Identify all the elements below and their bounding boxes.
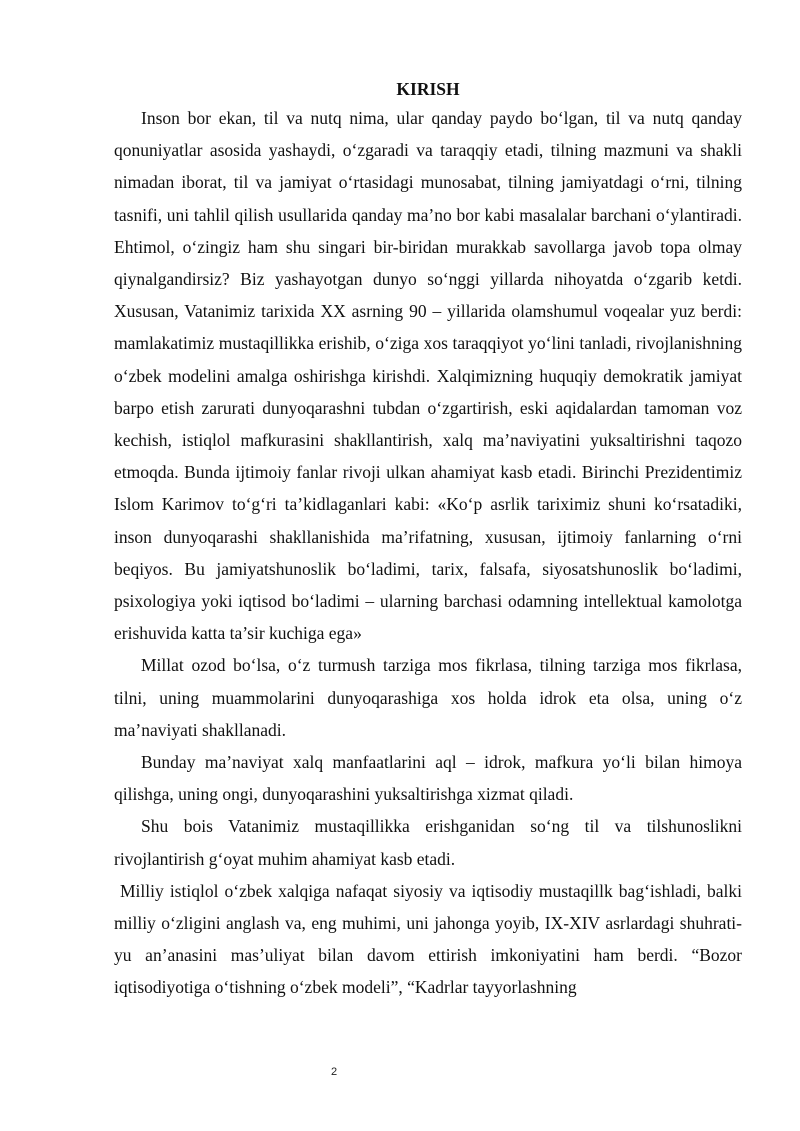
page-title: KIRISH bbox=[396, 79, 460, 99]
paragraph-2: Millat ozod bo‘lsa, o‘z turmush tarziga mos fikrlasa, tilning tarziga mos fikrlasa, tilni, uning muammolarini dunyoqarashiga xos holda idrok eta olsa, uning o‘z ma’naviyati shakllanadi. bbox=[114, 655, 742, 740]
paragraph-5: Milliy istiqlol o‘zbek xalqiga nafaqat siyosiy va iqtisodiy mustaqillk bag‘ishladi, balki milliy o‘zligini anglash va, eng muhimi, uni jahonga yoyib, IX-XIV asrlardagi shuhrati-yu an’anasini mas’uliyat bilan davom ettirish imkoniyatini ham berdi. “Bozor iqtisodiyotiga o‘tishning o‘zbek modeli”, “Kadrlar tayyorlashning bbox=[114, 880, 742, 998]
document-body bbox=[114, 76, 742, 1004]
paragraph-3: Bunday ma’naviyat xalq manfaatlarini aql – idrok, mafkura yo‘li bilan himoya qilishga, uning ongi, dunyoqarashini yuksaltirishga xizmat qiladi. bbox=[114, 752, 742, 805]
page-number: 2 bbox=[330, 1066, 338, 1078]
paragraph-1: Inson bor ekan, til va nutq nima, ular qanday paydo bo‘lgan, til va nutq qanday qonuniyatlar asosida yashaydi, o‘zgaradi va taraqqiy etadi, tilning mazmuni va shakli nimadan iborat, til va jamiyat o‘rtasidagi munosabat, tilning jamiyatdagi o‘rni, tilning tasnifi, uni tahlil qilish usullarida qanday ma’no bor kabi masalalar barchani o‘ylantiradi. Ehtimol, o‘zingiz ham shu singari bir-biridan murakkab savollarga javob topa olmay qiynalgandirsiz? Biz yashayotgan dunyo so‘nggi yillarda nihoyatda o‘zgarib ketdi. Xususan, Vatanimiz tarixida XX asrning 90 – yillarida olamshumul voqealar yuz berdi: mamlakatimiz mustaqillikka erishib, o‘ziga xos taraqqiyot yo‘lini tanladi, rivojlanishning o‘zbek modelini amalga oshirishga kirishdi. Xalqimizning huquqiy demokratik jamiyat barpo etish zarurati dunyoqarashni tubdan o‘zgartirish, eski aqidalardan tamoman voz kechish, istiqlol mafkurasini shakllantirish, xalq ma’naviyatini yuksaltirishni taqozo etmoqda. Bunda ijtimoiy fanlar rivoji ulkan ahamiyat kasb etadi. Birinchi Prezidentimiz Islom Karimov to‘g‘ri ta’kidlaganlari kabi: «Ko‘p asrlik tariximiz shuni ko‘rsatadiki, inson dunyoqarashi shakllanishida ma’rifatning, xususan, ijtimoiy fanlarning o‘rni beqiyos. Bu jamiyatshunoslik bo‘ladimi, tarix, falsafa, siyosatshunoslik bo‘ladimi, psixologiya yoki iqtisod bo‘ladimi – ularning barchasi odamning intellektual kamolotga erishuvida katta ta’sir kuchiga ega» bbox=[114, 108, 742, 644]
paragraph-4: Shu bois Vatanimiz mustaqillikka erishganidan so‘ng til va tilshunoslikni rivojlantirish g‘oyat muhim ahamiyat kasb etadi. bbox=[114, 816, 742, 869]
